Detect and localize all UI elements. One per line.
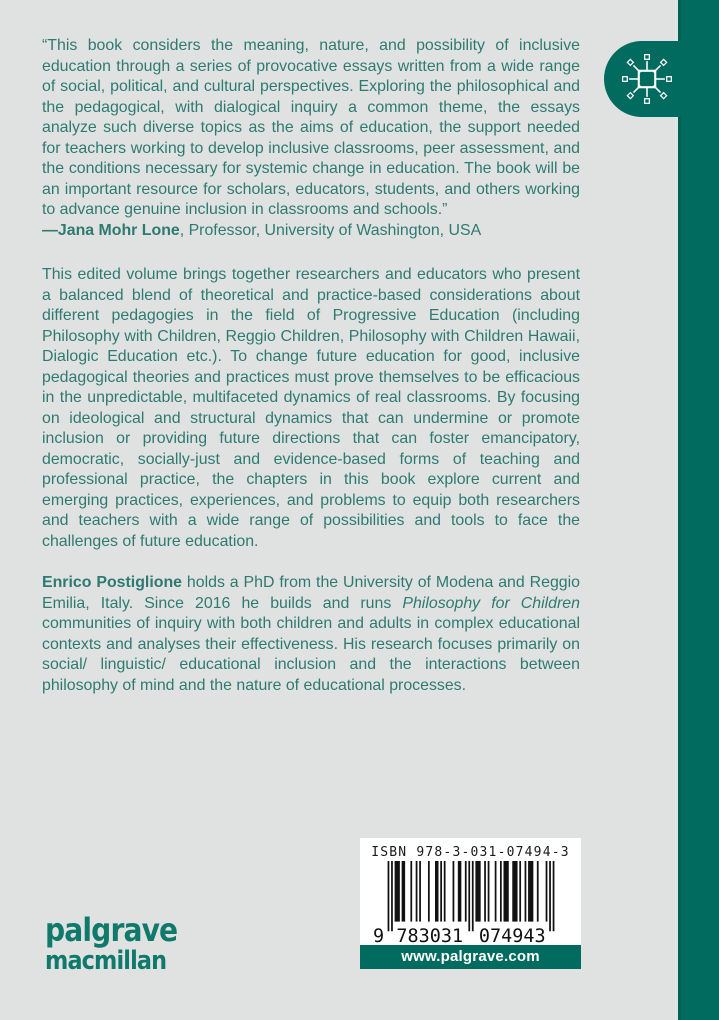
isbn-label: ISBN 978-3-031-07494-3	[371, 845, 570, 860]
barcode-bars	[387, 861, 554, 931]
author-bio-text: holds a PhD from the University of Modena and Reggio Emilia, Italy. Since 2016 he builds and runs	[42, 574, 580, 612]
publisher-logo-line2: macmillan	[45, 946, 167, 976]
barcode-digits-right: 074943	[478, 925, 546, 944]
author-bio-italic: Philosophy for Children	[402, 594, 580, 612]
reviewer-title: , Professor, University of Washington, USA	[179, 221, 482, 239]
author-bio-text-2: communities of inquiry with both children and adults in complex educational contexts and analyses their effectiveness. His research focuses primarily on social/ linguistic/ educational inclusion and the interactions between philosophy of mind and the nature of educational processes.	[42, 615, 580, 694]
ean13-barcode	[370, 861, 572, 944]
publisher-logo-tab	[604, 41, 719, 117]
reviewer-name: —Jana Mohr Lone	[42, 221, 180, 239]
author-bio	[42, 573, 580, 696]
isbn-barcode-block	[360, 838, 581, 969]
spine-accent-strip	[675, 0, 719, 1020]
author-name: Enrico Postiglione	[42, 574, 182, 591]
publisher-logo-line1: palgrave	[45, 911, 178, 949]
review-quote	[42, 36, 580, 221]
barcode-panel	[360, 838, 581, 945]
publisher-website-band: www.palgrave.com	[360, 945, 581, 969]
palgrave-star-icon	[618, 50, 676, 108]
review-attribution	[42, 221, 580, 242]
barcode-digits-left: 783031	[395, 925, 463, 944]
back-cover-text	[42, 36, 580, 696]
barcode-digit-lead: 9	[372, 925, 384, 944]
book-description: This edited volume brings together researchers and educators who present a balanced blend of theoretical and practice-based considerations about different pedagogies in the field of Progressive Education (including Philosophy with Children, Reggio Children, Philosophy with Children Hawaii, Dialogic Education etc.). To change future education for good, inclusive pedagogical theories and practices must prove themselves to be efficacious in the unpredictable, multifaceted dynamics of real classrooms. By focusing on ideological and structural dynamics that can undermine or promote inclusion or providing future directions that can foster emancipatory, democratic, socially-just and evidence-based forms of teaching and professional practice, the chapters in this book explore current and emerging practices, experiences, and problems to equip both researchers and teachers with a wide range of possibilities and tools to face the challenges of future education.	[42, 266, 580, 550]
review-quote-text: “This book considers the meaning, nature, and possibility of inclusive education through a series of provocative essays written from a wide range of social, political, and cultural perspectives. Exploring the philosophical and the pedagogical, with dialogical inquiry a common theme, the essays analyze such diverse topics as the aims of education, the support needed for teachers working to develop inclusive classrooms, peer assessment, and the conditions necessary for systemic change in education. The book will be an important resource for scholars, educators, students, and others working to advance genuine inclusion in classrooms and schools.”	[42, 37, 580, 218]
publisher-logo	[45, 913, 195, 975]
